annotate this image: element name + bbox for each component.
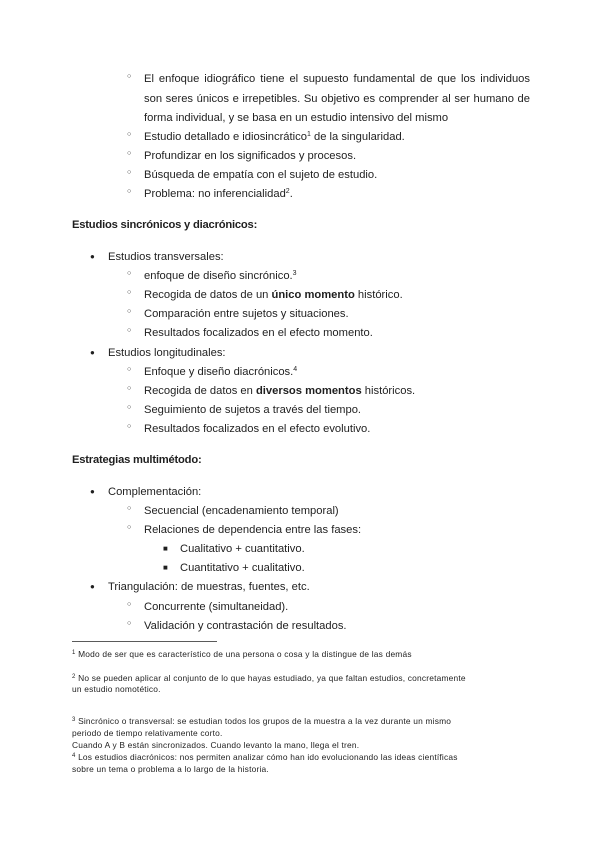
bullet-circle-icon: ○ — [127, 308, 132, 315]
bullet-circle-icon: ○ — [127, 327, 132, 334]
bullet-circle-icon: ○ — [127, 404, 132, 411]
footnote-ref-3[interactable]: 3 — [292, 270, 297, 277]
bullet-circle-icon: ○ — [127, 524, 132, 531]
longitudinal-item-collection: Recogida de datos en diversos momentos históricos. — [144, 385, 416, 397]
triangulation-item-concurrent: Concurrente (simultaneidad). — [144, 601, 289, 613]
footnote-separator — [72, 641, 217, 642]
bullet-dot-icon: ● — [90, 582, 95, 591]
bullet-circle-icon: ○ — [127, 169, 132, 176]
section-heading-multimethod: Estrategias multimétodo: — [72, 454, 202, 466]
idiographic-item-meanings: Profundizar en los significados y procesos. — [144, 150, 357, 162]
bullet-circle-icon: ○ — [127, 620, 132, 627]
transversal-label: Estudios transversales: — [108, 251, 224, 263]
idiographic-item-problem: Problema: no inferencialidad$^2$. — [144, 188, 293, 200]
footnote-ref-2[interactable]: 2 — [285, 188, 290, 195]
bullet-circle-icon: ○ — [127, 385, 132, 392]
bullet-dot-icon: ● — [90, 348, 95, 357]
idiographic-item-detail: Estudio detallado e idiosincrático$^1$ de la singularidad. — [144, 131, 405, 143]
footnote-3-line-2: periodo de tiempo relativamente corto. — [72, 728, 223, 738]
footnote-ref-4[interactable]: 4 — [293, 366, 298, 373]
footnote-2-line-1: $^2$ No se pueden aplicar al conjunto de lo que hayas estudiado, ya que faltan estudios, concretamente — [72, 673, 466, 683]
transversal-item-comparison: Comparación entre sujetos y situaciones. — [144, 308, 349, 320]
idiographic-paragraph-line-1: El enfoque idiográfico tiene el supuesto fundamental de que los individuos — [144, 73, 530, 85]
footnote-3-line-3: Cuando A y B están sincronizados. Cuando levanto la mano, llega el tren. — [72, 740, 360, 750]
longitudinal-item-tracking: Seguimiento de sujetos a través del tiempo. — [144, 404, 362, 416]
transversal-item-collection: Recogida de datos de un único momento histórico. — [144, 289, 403, 301]
longitudinal-label: Estudios longitudinales: — [108, 347, 226, 359]
footnote-2-line-2: un estudio nomotético. — [72, 684, 161, 694]
bullet-circle-icon: ○ — [127, 188, 132, 195]
triangulation-label: Triangulación: de muestras, fuentes, etc. — [108, 581, 310, 593]
bullet-circle-icon: ○ — [127, 423, 132, 430]
complementation-item-dependency: Relaciones de dependencia entre las fases: — [144, 524, 362, 536]
longitudinal-item-design: Enfoque y diseño diacrónicos.$^4$ — [144, 366, 298, 378]
bullet-circle-icon: ○ — [127, 289, 132, 296]
bullet-circle-icon: ○ — [127, 366, 132, 373]
bullet-circle-icon: ○ — [127, 601, 132, 608]
section-heading-sync: Estudios sincrónicos y diacrónicos: — [72, 219, 258, 231]
complementation-label: Complementación: — [108, 486, 202, 498]
footnote-ref-1[interactable]: 1 — [306, 131, 311, 138]
footnote-4-line-1: $^4$ Los estudios diacrónicos: nos permiten analizar cómo han ido evolucionando las ideas científicas — [72, 752, 458, 762]
transversal-item-results: Resultados focalizados en el efecto momento. — [144, 327, 373, 339]
complementation-item-sequential: Secuencial (encadenamiento temporal) — [144, 505, 339, 517]
idiographic-paragraph-line-3: forma individual, y se basa en un estudio intensivo del mismo — [144, 112, 449, 124]
triangulation-item-validation: Validación y contrastación de resultados. — [144, 620, 347, 632]
bullet-circle-icon: ○ — [127, 150, 132, 157]
bullet-circle-icon: ○ — [127, 73, 132, 80]
footnote-1: $^1$ Modo de ser que es característico de una persona o cosa y la distingue de las demás — [72, 649, 412, 659]
bullet-square-icon: ■ — [163, 544, 168, 553]
longitudinal-item-results: Resultados focalizados en el efecto evolutivo. — [144, 423, 371, 435]
idiographic-paragraph-line-2: son seres únicos e irrepetibles. Su objetivo es comprender al ser humano de — [144, 93, 530, 105]
footnote-4-line-2: sobre un tema o problema a lo largo de la historia. — [72, 764, 269, 774]
dependency-item-quant-qual: Cuantitativo + cualitativo. — [180, 562, 305, 574]
bullet-circle-icon: ○ — [127, 505, 132, 512]
bullet-square-icon: ■ — [163, 563, 168, 572]
dependency-item-qual-quant: Cualitativo + cuantitativo. — [180, 543, 305, 555]
idiographic-item-empathy: Búsqueda de empatía con el sujeto de estudio. — [144, 169, 378, 181]
footnote-3-line-1: $^3$ Sincrónico o transversal: se estudian todos los grupos de la muestra a la vez durante un mismo — [72, 716, 452, 726]
bullet-circle-icon: ○ — [127, 131, 132, 138]
bullet-dot-icon: ● — [90, 252, 95, 261]
transversal-item-design: enfoque de diseño sincrónico.$^3$ — [144, 270, 297, 282]
bullet-circle-icon: ○ — [127, 270, 132, 277]
bullet-dot-icon: ● — [90, 487, 95, 496]
